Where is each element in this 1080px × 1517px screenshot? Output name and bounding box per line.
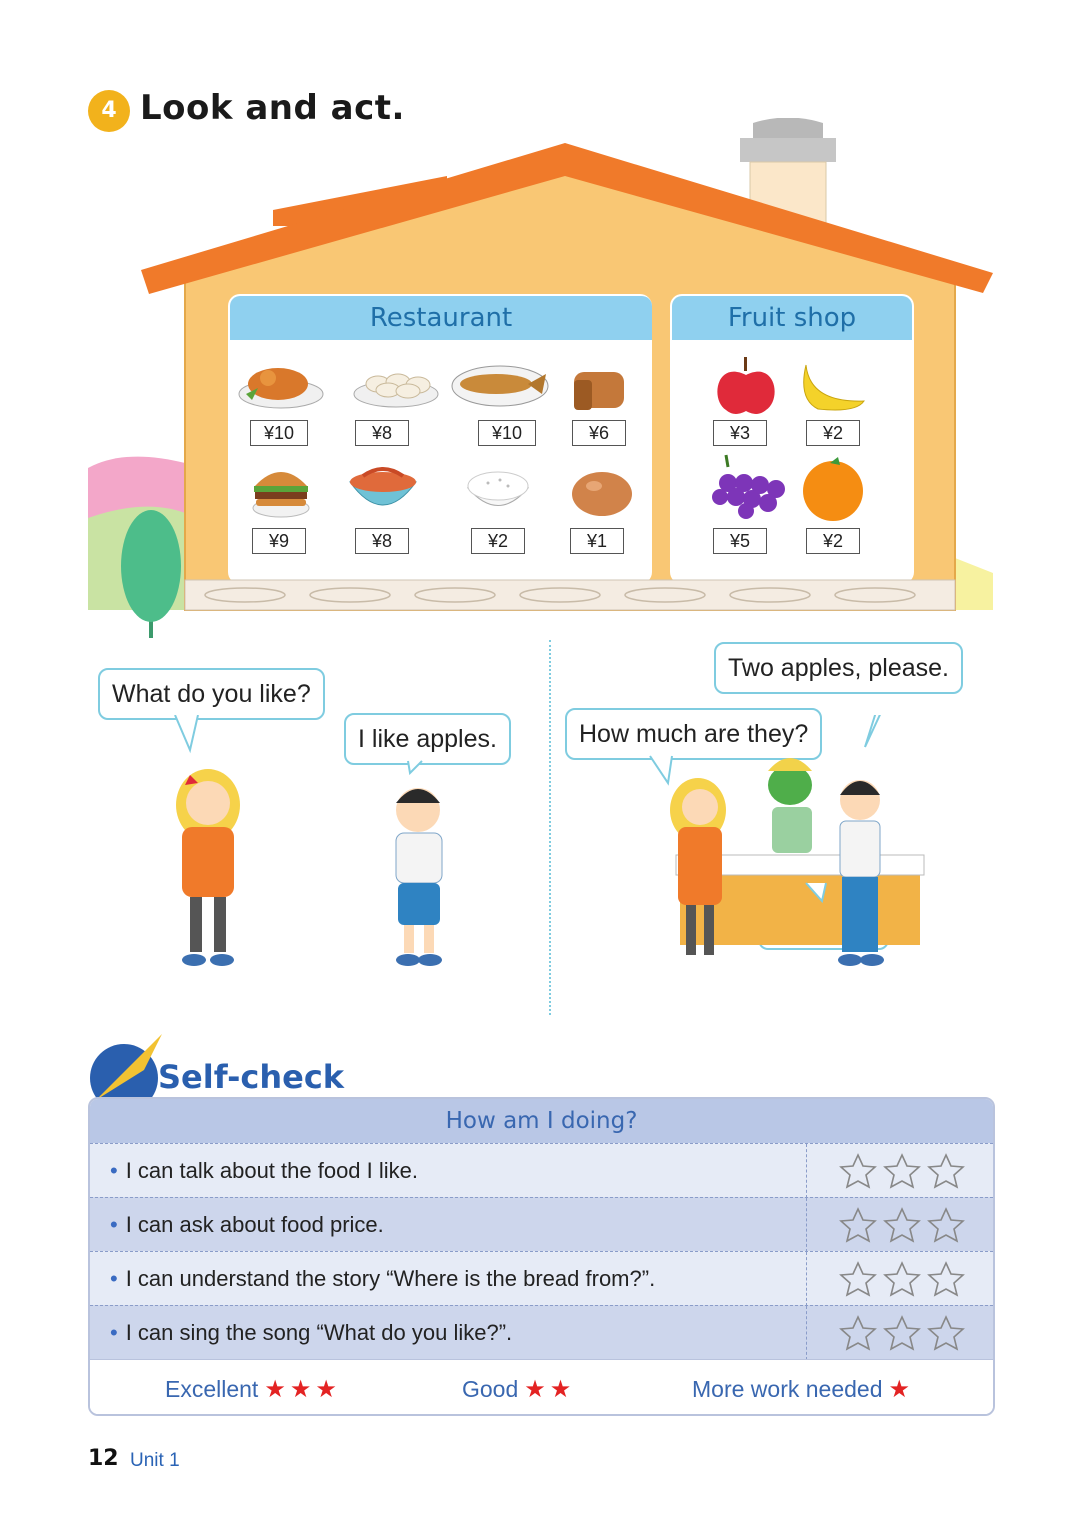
price-tag-fish: ¥10 xyxy=(478,420,536,446)
speech-bubble-two-apples: Two apples, please. xyxy=(714,642,963,694)
chimney-cap xyxy=(753,118,823,138)
fruit-shop-sign: Fruit shop xyxy=(672,296,912,340)
price-tag-dumplings: ¥8 xyxy=(355,420,409,446)
orange-icon xyxy=(803,457,863,521)
roast-chicken-icon xyxy=(239,368,323,408)
price-tag-hamburger: ¥9 xyxy=(252,528,306,554)
price-tag-rice: ¥2 xyxy=(471,528,525,554)
speech-bubble-what-do-you-like: What do you like? xyxy=(98,668,325,720)
table-row: • I can ask about food price. xyxy=(90,1197,993,1252)
bubble-tail xyxy=(175,715,198,750)
star-outline-icon xyxy=(885,1317,919,1349)
star-outline-icon xyxy=(929,1155,963,1187)
red-star-icon: ★★ xyxy=(524,1376,576,1403)
price-tag-noodles: ¥8 xyxy=(355,528,409,554)
bread-icon xyxy=(574,372,624,410)
star-outline-icon xyxy=(841,1209,875,1241)
bubble-tail xyxy=(408,761,422,773)
legend-more-label: More work needed xyxy=(692,1376,883,1402)
star-outline-icon xyxy=(929,1209,963,1241)
self-check-statement: I can sing the song “What do you like?”. xyxy=(125,1320,513,1345)
hill-yellow xyxy=(955,558,993,610)
page-number: 12 xyxy=(88,1446,119,1471)
apple-icon xyxy=(717,357,774,414)
price-tag-orange: ¥2 xyxy=(806,528,860,554)
banana-icon xyxy=(804,365,864,410)
exercise-number-badge: 4 xyxy=(88,90,130,132)
tree-crown xyxy=(121,510,181,622)
boy-character xyxy=(396,788,442,966)
star-outline-icon xyxy=(929,1317,963,1349)
legend-more-work xyxy=(692,1375,914,1404)
self-check-title: Self-check xyxy=(158,1058,345,1096)
table-row: • I can sing the song “What do you like?”. xyxy=(90,1305,993,1360)
noodles-icon xyxy=(350,469,416,505)
price-tag-banana: ¥2 xyxy=(806,420,860,446)
hamburger-icon xyxy=(253,472,309,517)
grapes-icon xyxy=(712,455,785,519)
legend-excellent xyxy=(165,1375,341,1404)
self-check-statement: I can talk about the food I like. xyxy=(125,1158,418,1183)
star-outline-icon xyxy=(929,1263,963,1295)
fish-icon xyxy=(452,366,548,406)
star-outline-icon xyxy=(841,1155,875,1187)
self-check-statement: I can understand the story “Where is the bread from?”. xyxy=(125,1266,656,1291)
bubble-tail xyxy=(865,715,890,747)
rating-stars[interactable] xyxy=(838,1153,968,1189)
bubble-tail xyxy=(650,756,672,783)
rating-stars[interactable] xyxy=(838,1207,968,1243)
star-outline-icon xyxy=(841,1263,875,1295)
girl-character xyxy=(176,769,240,966)
legend-excellent-label: Excellent xyxy=(165,1376,259,1402)
house-foundation xyxy=(185,580,955,610)
table-row: • I can understand the story “Where is the bread from?”. xyxy=(90,1251,993,1306)
speech-bubble-i-like-apples: I like apples. xyxy=(344,713,511,765)
price-tag-grapes: ¥5 xyxy=(713,528,767,554)
cashier-character xyxy=(768,758,812,853)
star-outline-icon xyxy=(885,1263,919,1295)
unit-label: Unit 1 xyxy=(130,1450,180,1471)
legend-good xyxy=(462,1375,575,1404)
price-tag-egg: ¥1 xyxy=(570,528,624,554)
exercise-title: Look and act. xyxy=(140,88,405,128)
self-check-table xyxy=(88,1097,995,1416)
red-star-icon: ★ xyxy=(888,1376,915,1403)
legend-good-label: Good xyxy=(462,1376,519,1402)
red-star-icon: ★★★ xyxy=(264,1376,341,1403)
boy-customer xyxy=(838,780,884,966)
price-tag-bread: ¥6 xyxy=(572,420,626,446)
speech-bubble-how-much: How much are they? xyxy=(565,708,822,760)
rating-stars[interactable] xyxy=(838,1261,968,1297)
dialogue-characters xyxy=(90,715,990,980)
rice-icon xyxy=(468,472,528,506)
table-row: • I can talk about the food I like. xyxy=(90,1143,993,1198)
star-outline-icon xyxy=(841,1317,875,1349)
dumplings-icon xyxy=(354,374,438,407)
price-tag-apple: ¥3 xyxy=(713,420,767,446)
self-check-header: How am I doing? xyxy=(90,1099,993,1143)
restaurant-sign: Restaurant xyxy=(230,296,652,340)
price-tag-chicken: ¥10 xyxy=(250,420,308,446)
egg-icon xyxy=(572,472,632,516)
star-outline-icon xyxy=(885,1209,919,1241)
self-check-statement: I can ask about food price. xyxy=(125,1212,384,1237)
chimney-top xyxy=(740,138,836,162)
star-outline-icon xyxy=(885,1155,919,1187)
rating-stars[interactable] xyxy=(838,1315,968,1351)
